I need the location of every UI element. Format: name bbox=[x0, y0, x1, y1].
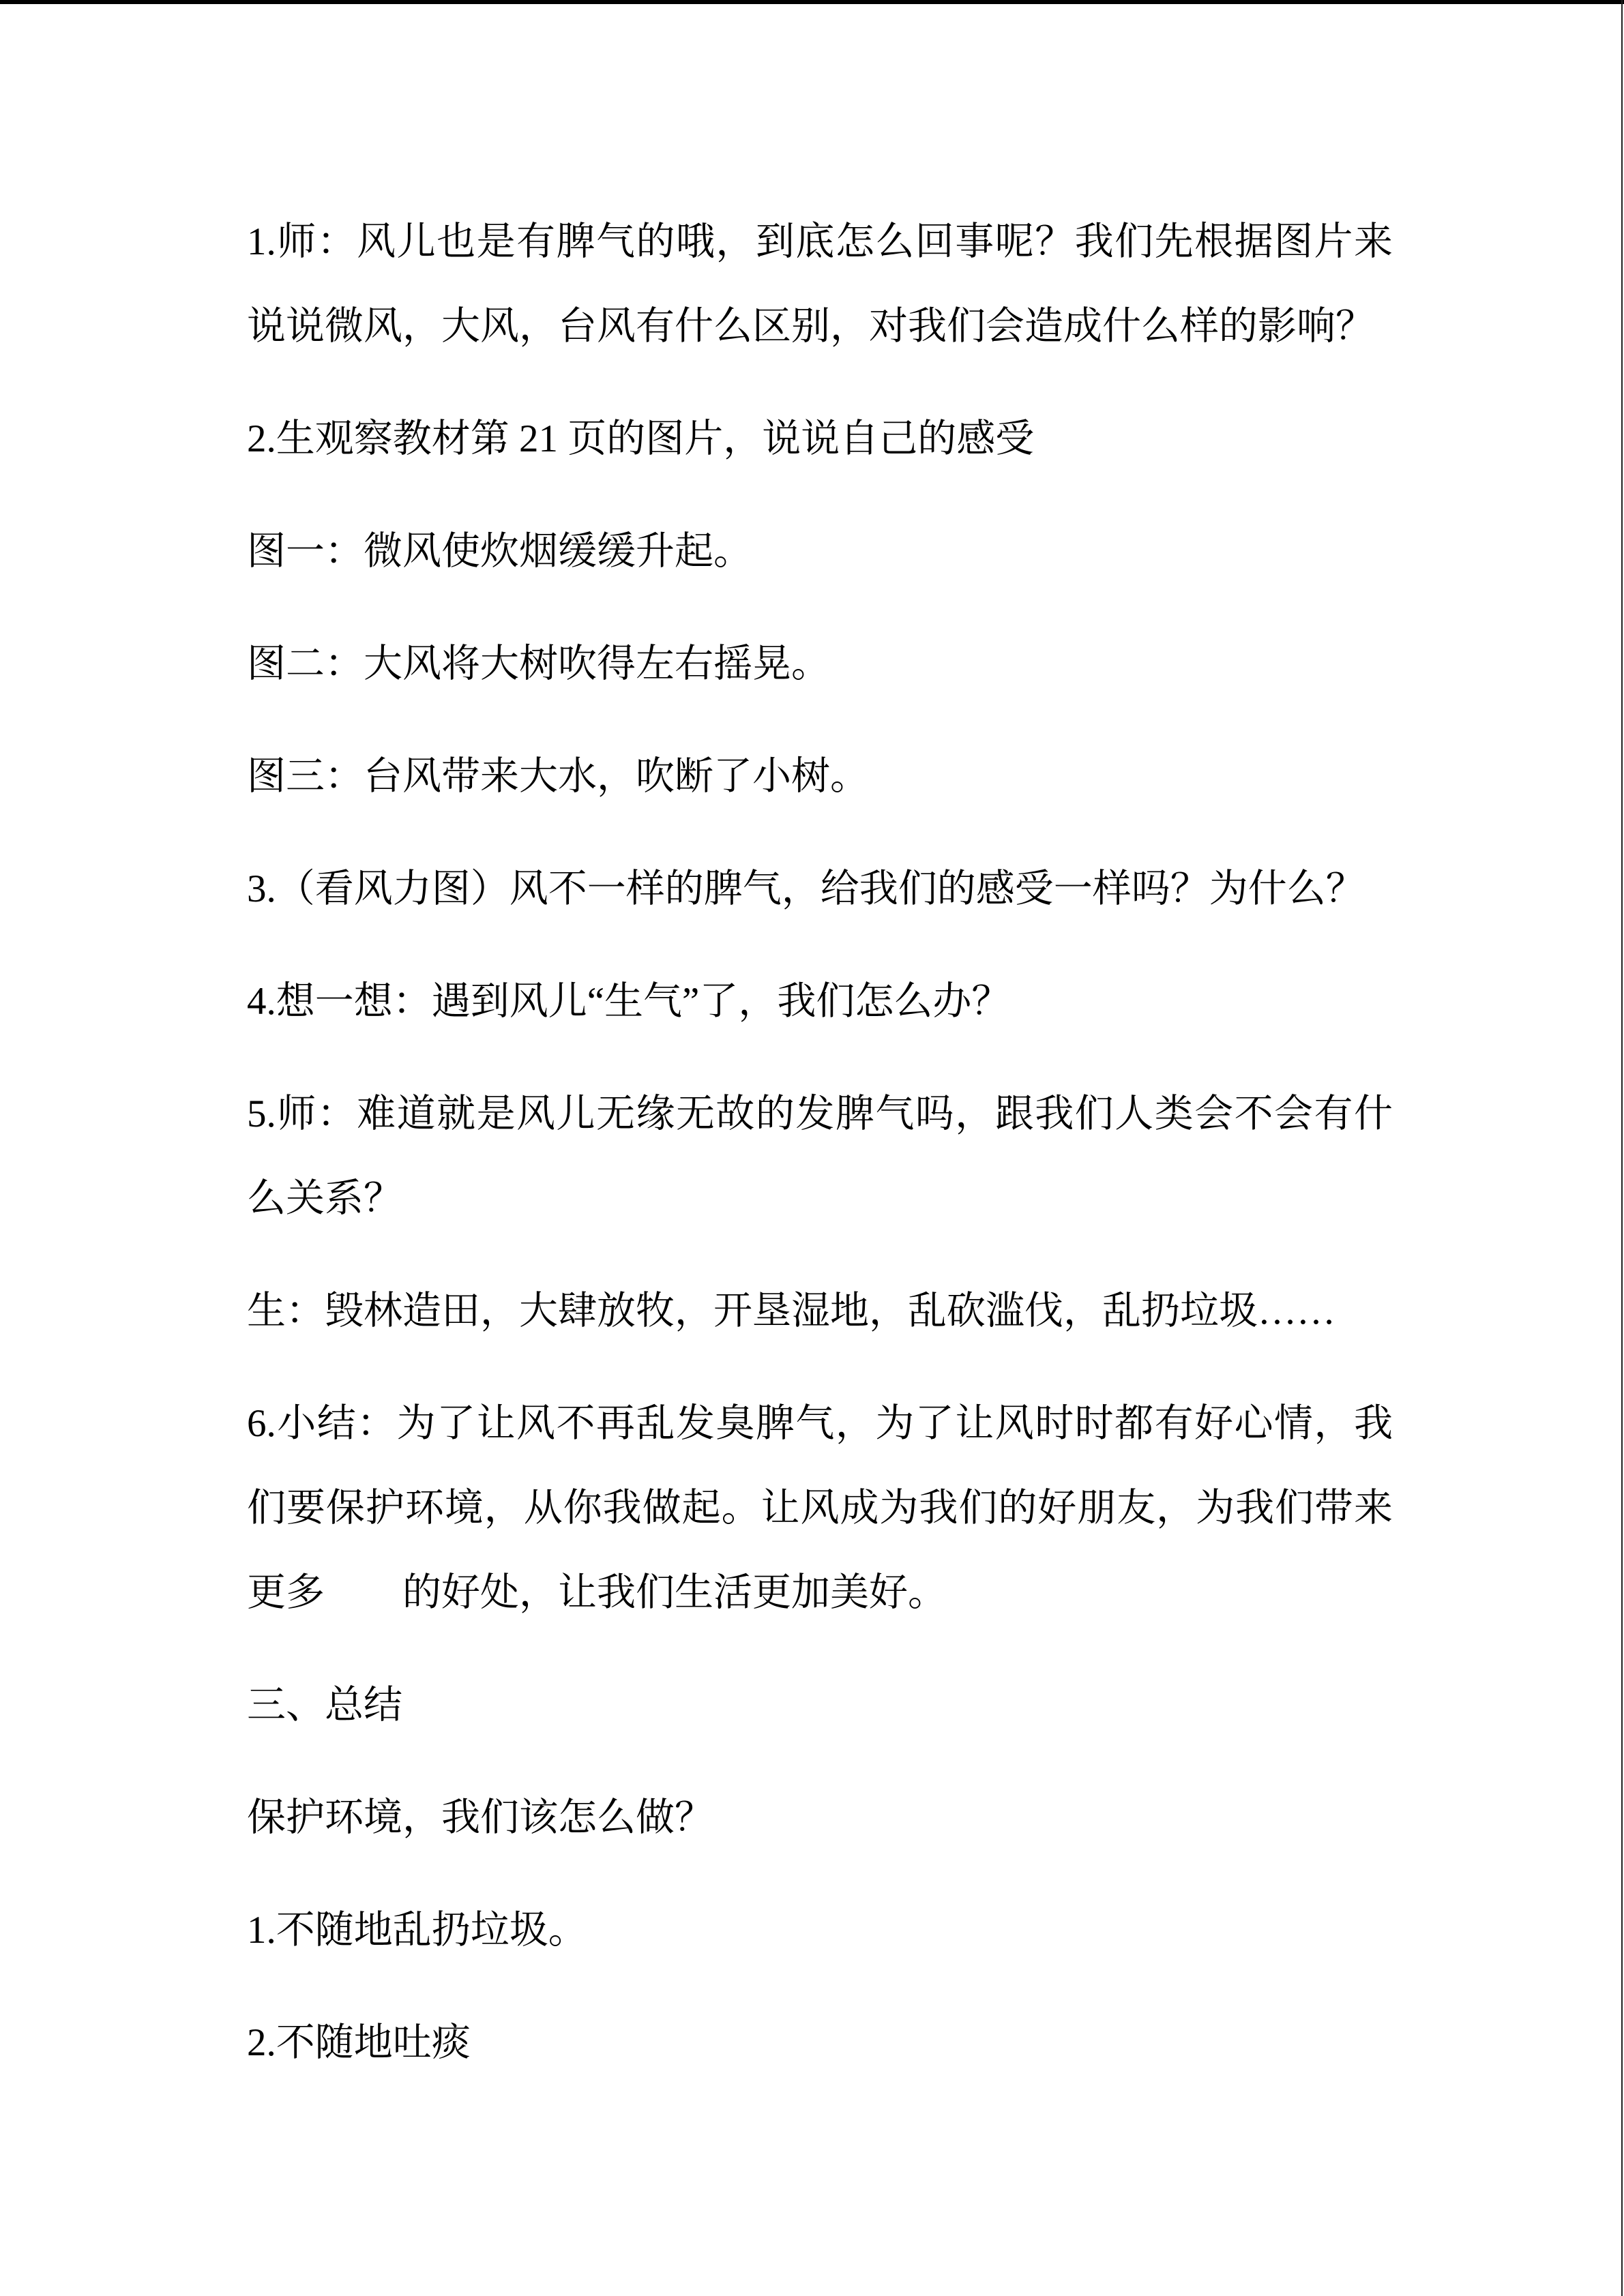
text-line: 3.（看风力图）风不一样的脾气，给我们的感受一样吗？为什么？ bbox=[247, 867, 1365, 910]
text-line: 6.小结：为了让风不再乱发臭脾气，为了让风时时都有好心情，我 bbox=[247, 1402, 1393, 1445]
text-line: 图一：微风使炊烟缓缓升起。 bbox=[247, 530, 752, 573]
paragraph bbox=[247, 397, 1393, 481]
paragraph bbox=[247, 1382, 1393, 1635]
text-line: 4.想一想：遇到风儿“生气”了，我们怎么办？ bbox=[247, 980, 1011, 1023]
paragraph bbox=[247, 622, 1393, 706]
text-line: 图三：台风带来大水，吹断了小树。 bbox=[247, 755, 869, 798]
paragraph bbox=[247, 847, 1393, 931]
paragraph bbox=[247, 734, 1393, 819]
paragraph bbox=[247, 200, 1393, 369]
paragraph bbox=[247, 1888, 1393, 1973]
document-content bbox=[247, 200, 1393, 2113]
text-line: 更多 的好处，让我们生活更加美好。 bbox=[247, 1571, 947, 1614]
text-line: 图二：大风将大树吹得左右摇晃。 bbox=[247, 642, 830, 685]
paragraph bbox=[247, 1776, 1393, 1860]
text-line: 么关系？ bbox=[247, 1177, 402, 1220]
text-line: 三、总结 bbox=[247, 1684, 402, 1727]
text-line: 2.不随地吐痰 bbox=[247, 2021, 471, 2064]
text-line: 2.生观察教材第 21 页的图片，说说自己的感受 bbox=[247, 417, 1035, 460]
paragraph bbox=[247, 1072, 1393, 1241]
text-line: 5.师：难道就是风儿无缘无故的发脾气吗，跟我们人类会不会有什 bbox=[247, 1092, 1393, 1135]
page-top-border bbox=[0, 0, 1624, 4]
paragraph bbox=[247, 1663, 1393, 1748]
text-line: 们要保护环境，从你我做起。让风成为我们的好朋友，为我们带来 bbox=[247, 1487, 1393, 1530]
text-line: 生：毁林造田，大肆放牧，开垦湿地，乱砍滥伐，乱扔垃圾…… bbox=[247, 1289, 1335, 1332]
paragraph bbox=[247, 2001, 1393, 2085]
text-line: 1.不随地乱扔垃圾。 bbox=[247, 1909, 587, 1952]
text-line: 保护环境，我们该怎么做？ bbox=[247, 1796, 713, 1839]
text-line: 说说微风，大风，台风有什么区别，对我们会造成什么样的影响？ bbox=[247, 305, 1374, 348]
text-line: 1.师：风儿也是有脾气的哦，到底怎么回事呢？我们先根据图片来 bbox=[247, 220, 1393, 263]
paragraph bbox=[247, 959, 1393, 1044]
paragraph bbox=[247, 1269, 1393, 1354]
paragraph bbox=[247, 509, 1393, 594]
page-right-border bbox=[1621, 0, 1623, 2296]
